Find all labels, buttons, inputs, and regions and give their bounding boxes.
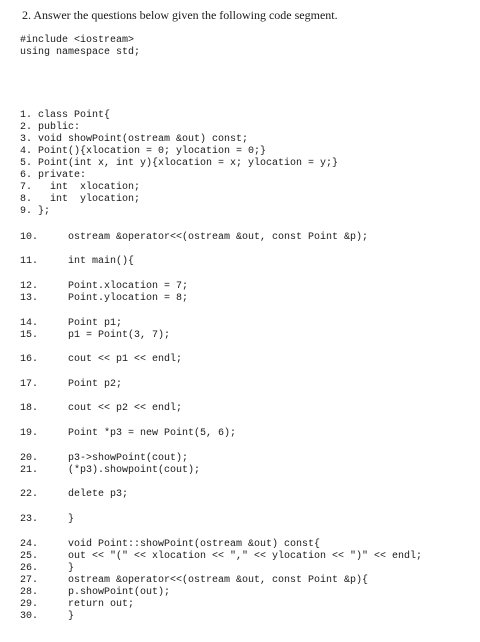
code-line: cout << p2 << endl; xyxy=(68,403,183,414)
include-line: #include <iostream> xyxy=(20,35,135,46)
code-line: void Point::showPoint(ostream &out) const{ xyxy=(68,539,321,550)
using-namespace-line: using namespace std; xyxy=(20,47,141,58)
code-line: } xyxy=(68,563,75,574)
line-number: 20. xyxy=(20,453,39,464)
class-line-5: 5. Point(int x, int y){xlocation = x; ylocation = y;} xyxy=(20,158,339,169)
question-heading: 2. Answer the questions below given the following code segment. xyxy=(22,8,338,22)
line-number: 21. xyxy=(20,465,39,476)
class-line-3: 3. void showPoint(ostream &out) const; xyxy=(20,134,249,145)
code-line: Point.xlocation = 7; xyxy=(68,281,189,292)
code-line: ostream &operator<<(ostream &out, const Point &p){ xyxy=(68,575,369,586)
line-number: 27. xyxy=(20,575,39,586)
code-line: cout << p1 << endl; xyxy=(68,354,183,365)
line-number: 17. xyxy=(20,379,39,390)
line-number: 24. xyxy=(20,539,39,550)
line-number: 19. xyxy=(20,428,39,439)
line-number: 12. xyxy=(20,281,39,292)
class-line-9: 9. }; xyxy=(20,206,51,217)
line-number: 10. xyxy=(20,232,39,243)
line-number: 29. xyxy=(20,599,39,610)
class-line-6: 6. private: xyxy=(20,170,87,181)
code-line: return out; xyxy=(68,599,135,610)
code-line: p3->showPoint(cout); xyxy=(68,453,189,464)
class-line-2: 2. public: xyxy=(20,122,81,133)
code-line: out << "(" << xlocation << "," << ylocation << ")" << endl; xyxy=(68,551,423,562)
code-line: (*p3).showpoint(cout); xyxy=(68,465,201,476)
line-number: 22. xyxy=(20,489,39,500)
line-number: 18. xyxy=(20,403,39,414)
line-number: 11. xyxy=(20,256,39,267)
code-line: } xyxy=(68,611,75,622)
class-line-7: 7. int xlocation; xyxy=(20,182,141,193)
code-line: p1 = Point(3, 7); xyxy=(68,330,171,341)
line-number: 14. xyxy=(20,318,39,329)
line-number: 16. xyxy=(20,354,39,365)
line-number: 25. xyxy=(20,551,39,562)
line-number: 15. xyxy=(20,330,39,341)
line-number: 26. xyxy=(20,563,39,574)
code-line: } xyxy=(68,514,75,525)
code-line: ostream &operator<<(ostream &out, const Point &p); xyxy=(68,232,369,243)
line-number: 23. xyxy=(20,514,39,525)
code-line: Point *p3 = new Point(5, 6); xyxy=(68,428,237,439)
code-line: delete p3; xyxy=(68,489,129,500)
class-line-1: 1. class Point{ xyxy=(20,110,111,121)
line-number: 28. xyxy=(20,587,39,598)
line-number: 13. xyxy=(20,293,39,304)
code-line: p.showPoint(out); xyxy=(68,587,171,598)
code-line: int main(){ xyxy=(68,256,135,267)
code-line: Point.ylocation = 8; xyxy=(68,293,189,304)
code-line: Point p1; xyxy=(68,318,123,329)
line-number: 30. xyxy=(20,611,39,622)
class-line-4: 4. Point(){xlocation = 0; ylocation = 0;} xyxy=(20,146,267,157)
class-line-8: 8. int ylocation; xyxy=(20,194,141,205)
code-line: Point p2; xyxy=(68,379,123,390)
